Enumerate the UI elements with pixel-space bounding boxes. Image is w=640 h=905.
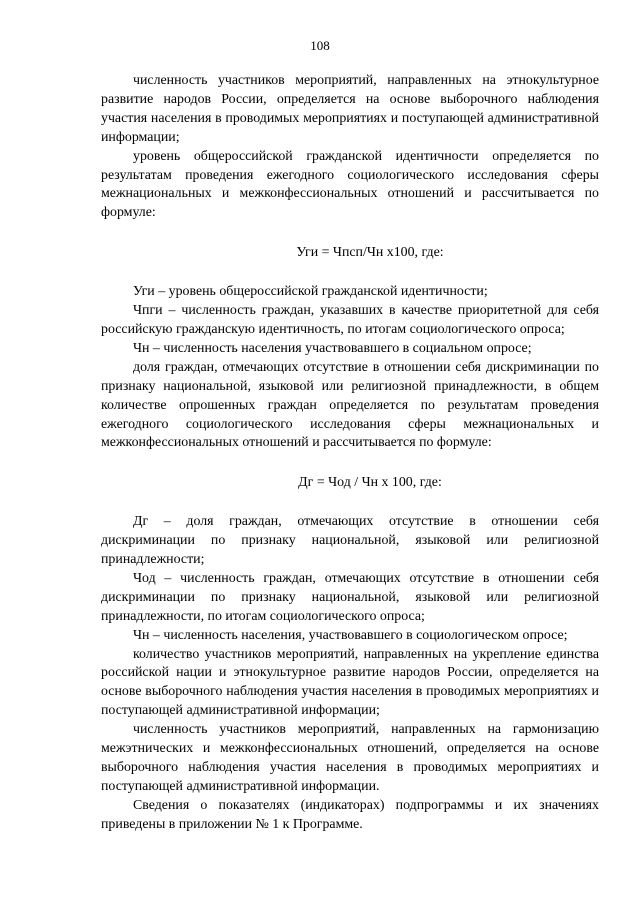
definition-chod: Чод – численность граждан, отмечающих отсутствие в отношении себя дискриминации по признаку национальной, языковой или религиозной принадлежности, по итогам социологического опроса; (101, 570, 599, 624)
definition-ugi: Уги – уровень общероссийской гражданской идентичности; (133, 284, 488, 300)
definition-chn-2: Чн – численность населения, участвовавшего в социологическом опросе; (133, 627, 568, 643)
paragraph-civic-identity-level: уровень общероссийской гражданской идентичности определяется по результатам проведения ежегодного социологического исследования сферы межнациональных и межконфессиональных отношений и рассчитывается по формуле: (101, 148, 599, 221)
paragraph-harmonization-participants: численность участников мероприятий, направленных на гармонизацию межэтнических и межконфессиональных отношений, определяется на основе выборочного наблюдения участия населения в проводимых мероприятиях и поступающей административной информации. (101, 722, 599, 794)
paragraph-participants-ethnocultural: численность участников мероприятий, направленных на этнокультурное развитие народов России, определяется на основе выборочного наблюдения участия населения в проводимых мероприятиях и поступающей административной информации; (101, 73, 599, 145)
paragraph-discrimination-share: доля граждан, отмечающих отсутствие в отношении себя дискриминации по признаку национальной, языковой или религиозной принадлежности, в общем количестве опрошенных граждан определяется по результатам проведения ежегодного социологического исследования сферы межнациональных и межконфессиональных отношений и рассчитывается по формуле: (101, 359, 599, 451)
formula-discrimination-share: Дг = Чод / Чн х 100, где: (298, 475, 442, 491)
formula-civic-identity: Уги = Чпсп/Чн х100, где: (296, 245, 444, 261)
definition-dg: Дг – доля граждан, отмечающих отсутствие в отношении себя дискриминации по признаку национальной, языковой или религиозной принадлежности; (101, 514, 599, 568)
definition-chn-1: Чн – численность населения участвовавшего в социальном опросе; (133, 340, 532, 356)
paragraph-unity-participants: количество участников мероприятий, направленных на укрепление единства российской нации и этнокультурное развитие народов России, определяется на основе выборочного наблюдения участия населения в проводимых мероприятиях и поступающей административной информации; (101, 646, 599, 719)
document-body (101, 72, 599, 835)
paragraph-indicators-reference: Сведения о показателях (индикаторах) подпрограммы и их значениях приведены в приложении № 1 к Программе. (101, 797, 599, 832)
page-number: 108 (310, 38, 330, 53)
definition-chpgi: Чпги – численность граждан, указавших в качестве приоритетной для себя российскую гражданскую идентичность, по итогам социологического опроса; (101, 303, 599, 337)
